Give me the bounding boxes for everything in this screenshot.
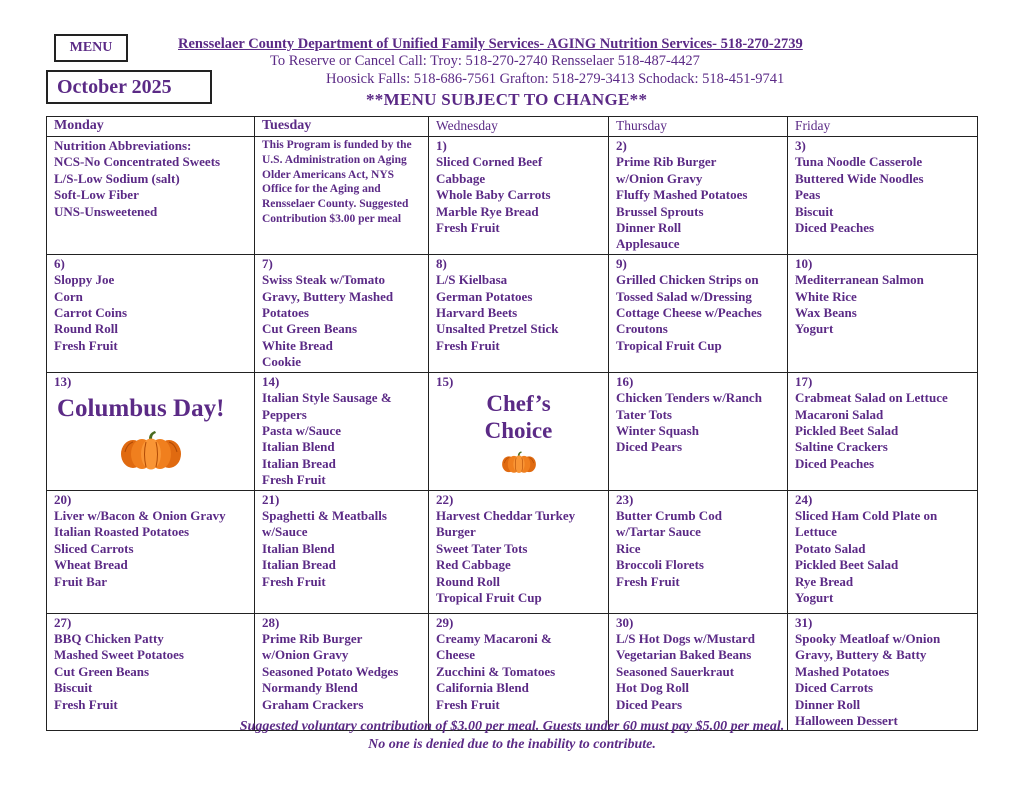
menu-item: Liver w/Bacon & Onion Gravy: [54, 507, 226, 523]
chefs-choice-label: Choice: [484, 418, 553, 444]
weekday-header: Thursday: [609, 117, 788, 137]
menu-item: Fresh Fruit: [54, 337, 118, 353]
chefs-choice-label: Chef’s: [486, 391, 551, 417]
menu-item: Fresh Fruit: [262, 573, 326, 589]
menu-item: Tropical Fruit Cup: [436, 589, 542, 605]
menu-item: Sliced Corned Beef: [436, 154, 543, 170]
menu-item: Yogurt: [795, 589, 834, 605]
menu-item: Zucchini & Tomatoes: [436, 663, 556, 679]
menu-item: Vegetarian Baked Beans: [616, 647, 752, 663]
weekday-header: Wednesday: [429, 117, 609, 137]
menu-item: Spooky Meatloaf w/Onion: [795, 630, 941, 646]
menu-item: BBQ Chicken Patty: [54, 630, 164, 646]
day-number: 9): [616, 255, 627, 271]
menu-item: NCS-No Concentrated Sweets: [54, 154, 221, 170]
day-number: 3): [795, 138, 806, 153]
menu-item: Cabbage: [436, 170, 486, 186]
menu-item: Cut Green Beans: [54, 663, 150, 679]
menu-item: Mashed Sweet Potatoes: [54, 647, 184, 663]
menu-item: Round Roll: [436, 573, 500, 589]
menu-item: Diced Pears: [616, 439, 683, 455]
menu-item: Hot Dog Roll: [616, 680, 689, 696]
menu-item: Cottage Cheese w/Peaches: [616, 305, 762, 321]
menu-item: Crabmeat Salad on Lettuce: [795, 390, 948, 406]
no-one-denied-note: No one is denied due to the inability to contribute.: [368, 737, 656, 752]
week-row: [47, 254, 978, 372]
day-cell: [255, 372, 429, 490]
menu-item: Diced Peaches: [795, 220, 875, 236]
day-number: 22): [436, 491, 454, 507]
menu-item: Red Cabbage: [436, 557, 511, 573]
menu-item: Wheat Bread: [54, 557, 128, 573]
menu-item: Rice: [616, 540, 641, 556]
day-cell: [47, 613, 255, 731]
menu-item: Buttered Wide Noodles: [795, 170, 924, 186]
site-phone-line: Hoosick Falls: 518-686-7561 Grafton: 518-279-3413 Schodack: 518-451-9741: [326, 71, 785, 87]
day-cell: [255, 137, 429, 255]
contribution-note: Suggested voluntary contribution of $3.00 per meal. Guests under 60 must pay $5.00 per meal.: [239, 719, 785, 734]
day-number: 23): [616, 491, 634, 507]
menu-item: Macaroni Salad: [795, 406, 884, 422]
menu-item: Burger: [436, 524, 476, 540]
pumpkin-image: [54, 430, 247, 474]
menu-calendar: [46, 116, 978, 731]
day-number: 7): [262, 255, 273, 271]
menu-item: Sweet Tater Tots: [436, 540, 528, 556]
menu-item: Unsalted Pretzel Stick: [436, 321, 559, 337]
menu-item: UNS-Unsweetened: [54, 203, 158, 219]
day-number: 29): [436, 614, 454, 630]
menu-item: Winter Squash: [616, 422, 699, 438]
menu-item: Potato Salad: [795, 540, 866, 556]
menu-item: Brussel Sprouts: [616, 203, 704, 219]
menu-item: Sliced Carrots: [54, 540, 134, 556]
menu-item: Italian Style Sausage &: [262, 390, 392, 406]
day-cell: [609, 372, 788, 490]
day-number: 10): [795, 255, 813, 271]
day-number: 15): [436, 373, 454, 389]
menu-item: Peppers: [262, 406, 307, 422]
menu-item: Broccoli Florets: [616, 557, 704, 573]
menu-item: Italian Blend: [262, 540, 335, 556]
department-header: Rensselaer County Department of Unified Family Services- AGING Nutrition Services- 518-270-2739: [178, 36, 803, 52]
menu-item: Marble Rye Bread: [436, 203, 539, 219]
pumpkin-image: [436, 450, 601, 478]
week-row: [47, 490, 978, 613]
menu-label: MENU: [54, 34, 128, 62]
day-number: 17): [795, 373, 813, 389]
menu-item: Tossed Salad w/Dressing: [616, 288, 752, 304]
menu-item: Seasoned Sauerkraut: [616, 663, 735, 679]
menu-item: Prime Rib Burger: [262, 630, 363, 646]
weekday-header: Monday: [47, 117, 255, 137]
menu-item: Gravy, Buttery Mashed: [262, 288, 394, 304]
week-row: [47, 137, 978, 255]
pumpkin-icon: [501, 450, 537, 474]
menu-item: Prime Rib Burger: [616, 154, 717, 170]
menu-item: Italian Bread: [262, 557, 336, 573]
day-number: 13): [54, 373, 72, 389]
menu-item: Cut Green Beans: [262, 321, 358, 337]
day-number: 8): [436, 255, 447, 271]
day-cell: [429, 613, 609, 731]
menu-item: Carrot Coins: [54, 305, 128, 321]
menu-item: White Bread: [262, 337, 333, 353]
menu-item: Creamy Macaroni &: [436, 630, 552, 646]
menu-item: Fresh Fruit: [54, 696, 118, 712]
day-number: 2): [616, 138, 627, 153]
menu-item: Spaghetti & Meatballs: [262, 507, 387, 523]
day-cell: [609, 254, 788, 372]
menu-item: w/Sauce: [262, 524, 308, 540]
menu-item: Tuna Noodle Casserole: [795, 154, 923, 170]
menu-item: Italian Blend: [262, 439, 335, 455]
day-number: 14): [262, 373, 280, 389]
day-cell: [788, 372, 978, 490]
menu-item: Fresh Fruit: [616, 573, 680, 589]
reserve-phone-line: To Reserve or Cancel Call: Troy: 518-270-2740 Rensselaer 518-487-4427: [270, 53, 700, 69]
pumpkin-icon: [119, 430, 183, 470]
day-cell: [429, 254, 609, 372]
day-cell: [788, 254, 978, 372]
menu-item: Sloppy Joe: [54, 272, 115, 288]
day-number: 27): [54, 614, 72, 630]
day-number: 16): [616, 373, 634, 389]
menu-item: Cookie: [262, 354, 301, 370]
day-cell: [788, 613, 978, 731]
menu-item: Butter Crumb Cod: [616, 507, 722, 523]
menu-item: Fluffy Mashed Potatoes: [616, 187, 748, 203]
menu-item: Fresh Fruit: [436, 220, 500, 236]
menu-item: Diced Peaches: [795, 455, 875, 471]
menu-item: Sliced Ham Cold Plate on: [795, 507, 938, 523]
menu-item: California Blend: [436, 680, 529, 696]
day-cell: [788, 137, 978, 255]
menu-item: Whole Baby Carrots: [436, 187, 551, 203]
menu-item: Harvard Beets: [436, 305, 518, 321]
day-number: 24): [795, 491, 813, 507]
menu-item: Potatoes: [262, 305, 309, 321]
menu-item: Italian Bread: [262, 455, 336, 471]
menu-item: w/Onion Gravy: [262, 647, 349, 663]
menu-item: Tater Tots: [616, 406, 672, 422]
weekday-header: Friday: [788, 117, 978, 137]
menu-item: White Rice: [795, 288, 857, 304]
menu-item: Fruit Bar: [54, 573, 108, 589]
menu-item: Mediterranean Salmon: [795, 272, 924, 288]
menu-item: Italian Roasted Potatoes: [54, 524, 190, 540]
day-cell: [788, 490, 978, 613]
day-number: 20): [54, 491, 72, 507]
day-cell: [609, 137, 788, 255]
weekday-header: Tuesday: [255, 117, 429, 137]
day-cell: [255, 613, 429, 731]
menu-item: Fresh Fruit: [262, 472, 326, 488]
menu-item: Diced Carrots: [795, 680, 874, 696]
menu-item: Graham Crackers: [262, 696, 364, 712]
day-number: 28): [262, 614, 280, 630]
menu-item: Swiss Steak w/Tomato: [262, 272, 386, 288]
menu-item: Soft-Low Fiber: [54, 187, 139, 203]
day-cell: [47, 254, 255, 372]
menu-item: Pickled Beet Salad: [795, 422, 899, 438]
day-cell: [255, 490, 429, 613]
menu-item: L/S-Low Sodium (salt): [54, 170, 180, 186]
day-number: 21): [262, 491, 280, 507]
day-number: 31): [795, 614, 813, 630]
day-cell: [255, 254, 429, 372]
menu-item: w/Tartar Sauce: [616, 524, 701, 540]
day-cell: [429, 490, 609, 613]
menu-change-notice: **MENU SUBJECT TO CHANGE**: [366, 90, 648, 109]
menu-item: Round Roll: [54, 321, 118, 337]
day-cell: [47, 137, 255, 255]
menu-item: German Potatoes: [436, 288, 533, 304]
menu-item: Gravy, Buttery & Batty: [795, 647, 927, 663]
menu-item: Halloween Dessert: [795, 712, 898, 728]
day-cell: [429, 137, 609, 255]
menu-item: Seasoned Potato Wedges: [262, 663, 399, 679]
day-cell: [609, 490, 788, 613]
menu-item: Biscuit: [795, 203, 834, 219]
week-row: [47, 613, 978, 731]
day-number: 6): [54, 255, 65, 271]
menu-item: Dinner Roll: [795, 696, 861, 712]
menu-item: Grilled Chicken Strips on: [616, 272, 759, 288]
menu-item: Wax Beans: [795, 305, 857, 321]
menu-item: Chicken Tenders w/Ranch: [616, 390, 762, 406]
menu-item: Pickled Beet Salad: [795, 557, 899, 573]
day-cell: [429, 372, 609, 490]
menu-item: Normandy Blend: [262, 680, 358, 696]
holiday-label: Columbus Day!: [57, 395, 225, 423]
menu-item: L/S Kielbasa: [436, 272, 508, 288]
funding-note: This Program is funded by the U.S. Administration on Aging Older Americans Act, NYS Office for the Aging and Rensselaer County. Suggested Contribution $3.00 per meal: [262, 139, 412, 225]
menu-item: Rye Bread: [795, 573, 854, 589]
menu-item: w/Onion Gravy: [616, 170, 703, 186]
menu-item: Mashed Potatoes: [795, 663, 890, 679]
menu-item: Nutrition Abbreviations:: [54, 138, 192, 153]
day-cell: [47, 490, 255, 613]
menu-item: Yogurt: [795, 321, 834, 337]
menu-item: Dinner Roll: [616, 220, 682, 236]
menu-item: Croutons: [616, 321, 668, 337]
menu-item: Lettuce: [795, 524, 837, 540]
menu-item: L/S Hot Dogs w/Mustard: [616, 630, 756, 646]
menu-item: Biscuit: [54, 680, 93, 696]
menu-item: Corn: [54, 288, 83, 304]
day-number: 1): [436, 138, 447, 153]
menu-item: Saltine Crackers: [795, 439, 888, 455]
menu-item: Fresh Fruit: [436, 696, 500, 712]
day-number: 30): [616, 614, 634, 630]
menu-item: Peas: [795, 187, 821, 203]
month-title: October 2025: [46, 70, 212, 104]
menu-item: Diced Pears: [616, 696, 683, 712]
menu-item: Applesauce: [616, 236, 680, 252]
day-cell: [609, 613, 788, 731]
weekday-header-row: [47, 117, 978, 137]
menu-item: Cheese: [436, 647, 475, 663]
week-row: [47, 372, 978, 490]
menu-item: Pasta w/Sauce: [262, 422, 342, 438]
menu-item: Harvest Cheddar Turkey: [436, 507, 576, 523]
menu-item: Tropical Fruit Cup: [616, 337, 722, 353]
menu-item: Fresh Fruit: [436, 337, 500, 353]
day-cell: [47, 372, 255, 490]
